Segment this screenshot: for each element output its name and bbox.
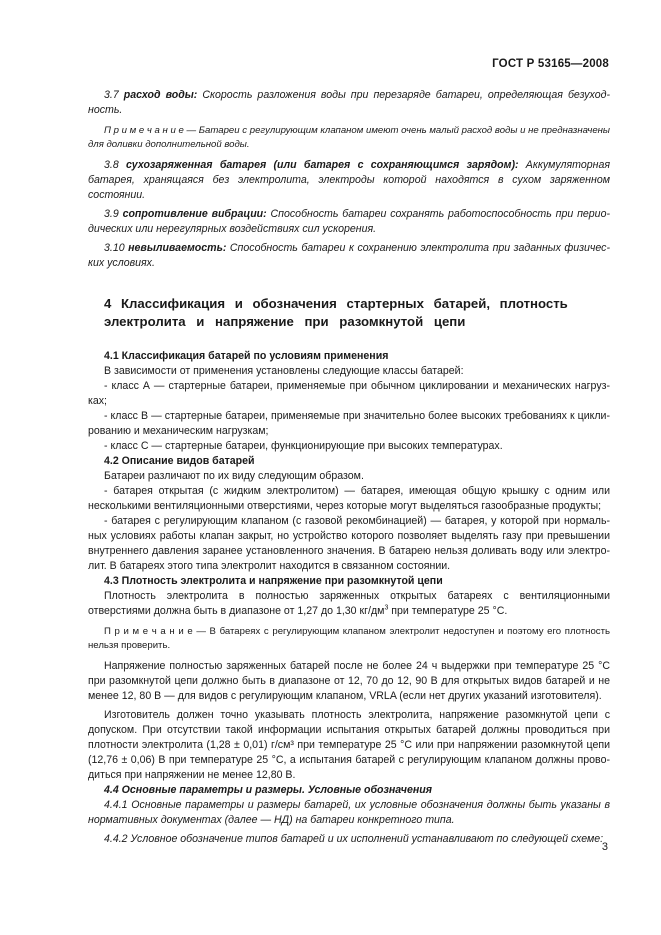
definition-3-8 <box>88 158 610 203</box>
list-item-class-c: - класс С — стартерные батареи, функционирующие при высоких температурах. <box>104 440 503 452</box>
definition-3-9 <box>88 207 610 237</box>
subsection-4-2-heading: 4.2 Описание видов батарей <box>104 455 255 467</box>
subsection-4-4-heading: 4.4 Основные параметры и размеры. Условные обозначения <box>104 784 432 796</box>
definition-3-10 <box>88 241 610 271</box>
def-text: Способность батареи к сохранению электролита при заданных физических условиях. <box>88 242 611 269</box>
def-number: 3.9 <box>104 208 123 220</box>
page-body <box>88 88 610 847</box>
list-item-class-b: - класс В — стартерные батареи, применяемые при значительно более высоких требованиях к циклированию и механическим нагрузкам; <box>88 410 610 437</box>
definition-3-7 <box>88 88 610 118</box>
section-4-heading <box>88 295 610 331</box>
note-3-7 <box>88 124 610 152</box>
note-text: — Батареи с регулирующим клапаном имеют очень малый расход воды и не предназначены для доливки дополнительной воды. <box>88 125 610 150</box>
note-4-3 <box>88 625 610 653</box>
list-item-class-a: - класс А — стартерные батареи, применяемые при обычном циклировании и механических нагрузках; <box>88 380 610 407</box>
page-number: 3 <box>601 841 608 853</box>
def-term: невыливаемость: <box>128 242 227 254</box>
list-item-valve-battery: - батарея с регулирующим клапаном (с газовой рекомбинацией) — батарея, у которой при нормальных условиях работы клапан закрыт, но устройство которого позволяет выделять газу при превышении внутреннего давления заранее установленного значения. В батарею нельзя доливать воду или электролит. В батареях этого типа электролит находится в связанном состоянии. <box>88 515 610 572</box>
def-number: 3.8 <box>104 159 127 171</box>
note-label: П р и м е ч а н и е <box>104 626 193 637</box>
paragraph: Батареи различают по их виду следующим образом. <box>104 470 364 482</box>
superscript: 3 <box>384 604 389 612</box>
def-text: Аккумуляторная батарея, хранящаяся без электролита, электроды которой находятся в сухом заряженном состоянии. <box>88 159 611 201</box>
paragraph-density <box>88 589 610 619</box>
subsection-4-1-heading: 4.1 Классификация батарей по условиям применения <box>104 350 389 362</box>
def-text: Скорость разложения воды при перезаряде батареи, определяющая безуходность. <box>88 89 611 116</box>
def-number: 3.10 <box>104 242 129 254</box>
def-text: Способность батареи сохранять работоспособность при периодических или нерегулярных воздействиях сил ускорения. <box>88 208 610 235</box>
def-term: расход воды: <box>123 89 198 101</box>
paragraph-4-4-2: 4.4.2 Условное обозначение типов батарей и их исполнений устанавливают по следующей схеме: <box>104 833 604 845</box>
paragraph-4-4-1: 4.4.1 Основные параметры и размеры батарей, их условные обозначения должны быть указаны в нормативных документах (далее — НД) на батареи конкретного типа. <box>88 799 610 826</box>
def-number: 3.7 <box>104 89 124 101</box>
list-item-open-battery: - батарея открытая (с жидким электролитом) — батарея, имеющая общую крышку с одним или несколькими вентиляционными отверстиями, через которые могут выделяться газообразные продукты; <box>88 485 610 512</box>
subsection-4-3-heading: 4.3 Плотность электролита и напряжение при разомкнутой цепи <box>104 575 443 587</box>
standard-header: ГОСТ Р 53165—2008 <box>492 58 609 70</box>
note-text: — В батареях с регулирующим клапаном электролит недоступен и поэтому его плотность нельзя проверить. <box>88 626 610 651</box>
note-label: П р и м е ч а н и е <box>104 125 184 136</box>
def-term: сухозаряженная батарея (или батарея с сохраняющимся зарядом): <box>126 159 519 171</box>
def-term: сопротивление вибрации: <box>122 208 267 220</box>
section-title-line2: электролита и напряжение при разомкнутой цепи <box>104 314 466 329</box>
text: Плотность электролита в полностью заряженных открытых батареях с вентиляционными отверстиями должна быть в диапазоне от 1,27 до 1,30 кг/дм <box>88 590 610 617</box>
paragraph-voltage: Напряжение полностью заряженных батарей после не более 24 ч выдержки при температуре 25 °С при разомкнутой цепи должно быть в диапазоне от 12, 70 до 12, 90 В для открытых видов батарей и не менее 12, 80 В — для видов с регулирующим клапаном, VRLA (если нет других указаний изготовителя). <box>88 660 610 702</box>
section-title-line1: 4 Классификация и обозначения стартерных батарей, плотность <box>104 296 568 311</box>
text: при температуре 25 °С. <box>388 605 508 617</box>
paragraph-manufacturer: Изготовитель должен точно указывать плотность электролита, напряжение разомкнутой цепи с допуском. При отсутствии такой информации испытания открытых батарей должны проводиться при плотности электролита (1,28 ± 0,01) г/см³ при температуре 25 °С или при напряжении разомкнутой цепи (12,76 ± 0,06) В при температуре 25 °С, а испытания батарей с регулирующим клапаном должны проводиться при напряжении не менее 12,80 В. <box>88 709 610 781</box>
paragraph: В зависимости от применения установлены следующие классы батарей: <box>104 365 464 377</box>
